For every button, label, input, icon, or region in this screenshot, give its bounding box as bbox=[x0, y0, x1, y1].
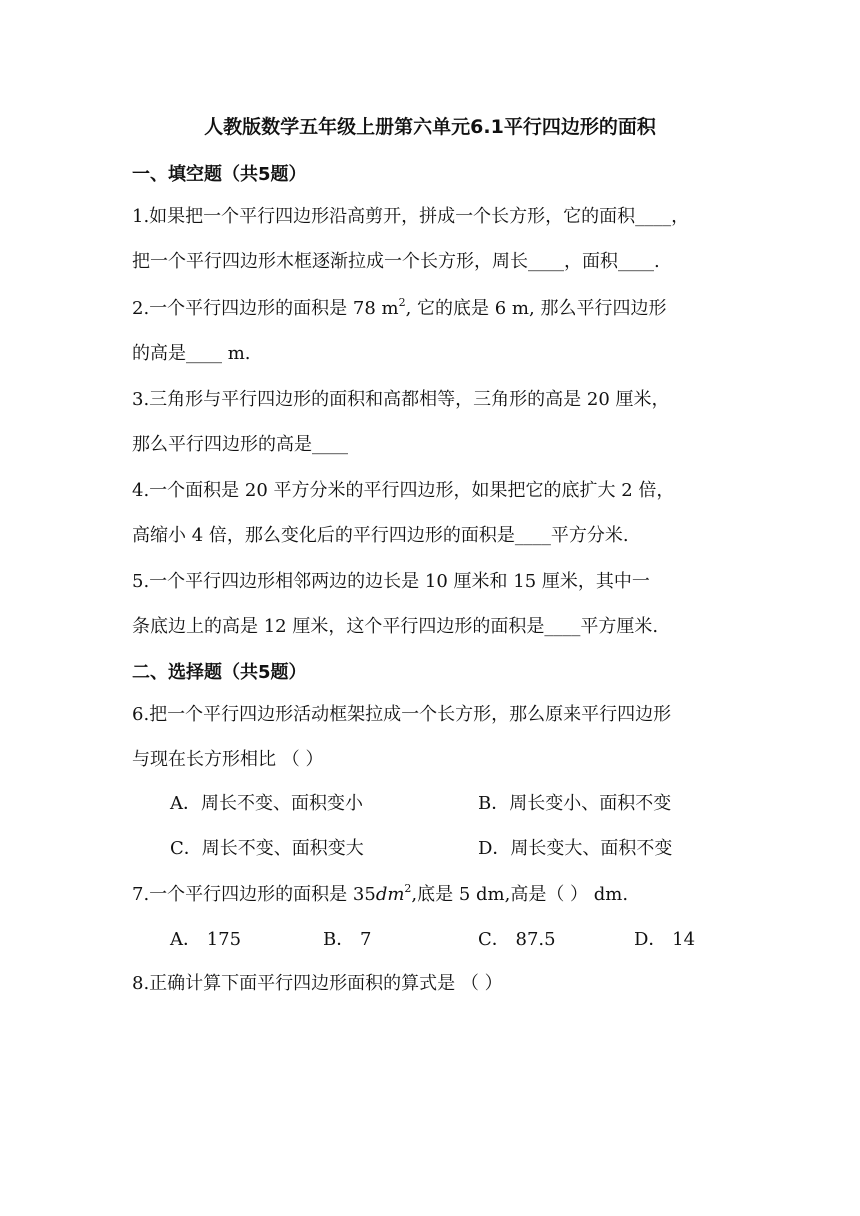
question-6-option-a: A．周长不变、面积变小 bbox=[170, 793, 363, 814]
question-8-line-1: 8.正确计算下面平行四边形面积的算式是 （ ） bbox=[132, 973, 503, 994]
question-6-option-d: D．周长变大、面积不变 bbox=[478, 838, 673, 859]
question-7-option-a: A． 175 bbox=[170, 929, 242, 950]
section-multiple-choice: 二、选择题（共5题） bbox=[132, 662, 307, 683]
page-title: 人教版数学五年级上册第六单元6.1平行四边形的面积 bbox=[204, 116, 656, 138]
question-2-text-b: , 它的底是 6 m, 那么平行四边形 bbox=[405, 298, 667, 319]
question-4-line-2: 高缩小 4 倍，那么变化后的平行四边形的面积是____平方分米. bbox=[132, 525, 629, 546]
question-6-line-2: 与现在长方形相比 （ ） bbox=[132, 749, 324, 770]
question-3-line-1: 3.三角形与平行四边形的面积和高都相等，三角形的高是 20 厘米， bbox=[132, 389, 670, 410]
question-7-superscript: 2 bbox=[404, 882, 412, 895]
question-2-line-2: 的高是____ m. bbox=[132, 343, 251, 364]
question-7-unit: dm bbox=[375, 884, 405, 905]
question-7-option-d: D． 14 bbox=[634, 929, 696, 950]
question-2-line-1 bbox=[132, 297, 732, 321]
question-5-line-2: 条底边上的高是 12 厘米，这个平行四边形的面积是____平方厘米. bbox=[132, 616, 659, 637]
question-7-option-c: C． 87.5 bbox=[478, 929, 556, 950]
question-7-text-b: ,底是 5 dm,高是（ ） dm. bbox=[411, 884, 629, 905]
question-7-option-b: B． 7 bbox=[323, 929, 372, 950]
question-2-text-a: 2.一个平行四边形的面积是 78 m bbox=[132, 298, 399, 319]
question-5-line-1: 5.一个平行四边形相邻两边的边长是 10 厘米和 15 厘米，其中一 bbox=[132, 571, 650, 592]
question-7-text-a: 7.一个平行四边形的面积是 35 bbox=[132, 884, 376, 905]
question-2-superscript: 2 bbox=[398, 296, 406, 309]
question-7-line-1 bbox=[132, 883, 732, 907]
question-1-line-1: 1.如果把一个平行四边形沿高剪开，拼成一个长方形，它的面积____， bbox=[132, 206, 690, 227]
question-1-line-2: 把一个平行四边形木框逐渐拉成一个长方形，周长____，面积____. bbox=[132, 251, 660, 272]
question-4-line-1: 4.一个面积是 20 平方分米的平行四边形，如果把它的底扩大 2 倍， bbox=[132, 480, 675, 501]
question-3-line-2: 那么平行四边形的高是____ bbox=[132, 434, 348, 455]
question-6-option-c: C．周长不变、面积变大 bbox=[170, 838, 364, 859]
question-6-option-b: B．周长变小、面积不变 bbox=[478, 793, 672, 814]
question-6-line-1: 6.把一个平行四边形活动框架拉成一个长方形，那么原来平行四边形 bbox=[132, 704, 672, 725]
section-fill-in-blank: 一、填空题（共5题） bbox=[132, 164, 307, 185]
